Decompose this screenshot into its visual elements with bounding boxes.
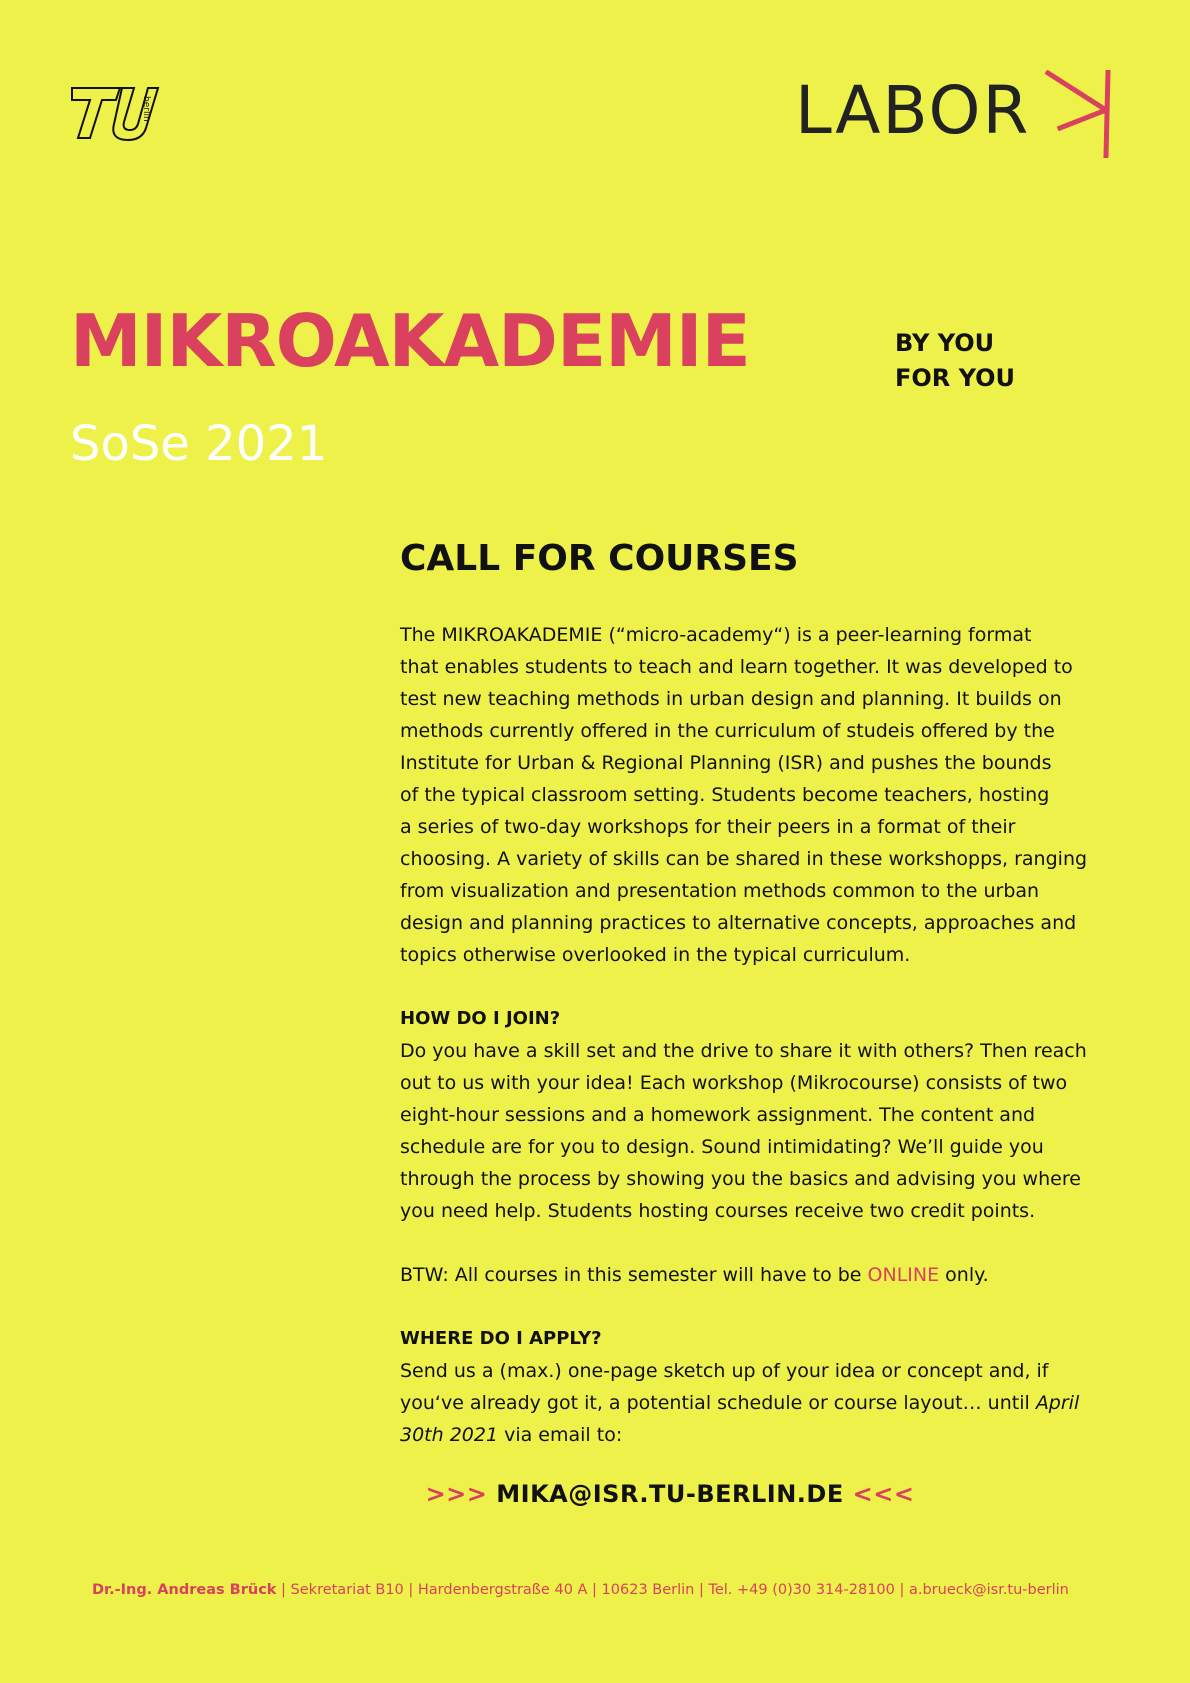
apply-line-3: via email to:	[498, 1424, 623, 1446]
intro-line: The MIKROAKADEMIE (“micro-academy“) is a peer-learning format	[400, 624, 1032, 646]
footer-details: | Sekretariat B10 | Hardenbergstraße 40 A | 10623 Berlin | Tel. +49 (0)30 314-28100 | a.brueck@isr.tu-berlin	[276, 1582, 1069, 1598]
labor-k-logo	[795, 70, 1125, 160]
footer-contact	[92, 1582, 1132, 1598]
section-heading: CALL FOR COURSES	[400, 538, 799, 579]
intro-line: of the typical classroom setting. Students become teachers, hosting	[400, 784, 1050, 806]
join-line: Do you have a skill set and the drive to share it with others? Then reach	[400, 1040, 1087, 1062]
online-note-before: BTW: All courses in this semester will have to be	[400, 1264, 868, 1286]
labor-logo-text: LABOR	[795, 72, 1031, 149]
apply-heading: WHERE DO I APPLY?	[400, 1328, 602, 1349]
intro-line: a series of two-day workshops for their peers in a format of their	[400, 816, 1016, 838]
deadline-date: 30th 2021	[400, 1424, 499, 1446]
intro-paragraph	[400, 619, 1110, 971]
apply-line-1: Send us a (max.) one-page sketch up of your idea or concept and, if	[400, 1360, 1049, 1382]
contact-email-link[interactable]: MIKA@ISR.TU-BERLIN.DE	[496, 1480, 844, 1508]
intro-line: Institute for Urban & Regional Planning (ISR) and pushes the bounds	[400, 752, 1052, 774]
tu-berlin-logo-text: berlin	[141, 96, 151, 122]
intro-line: methods currently offered in the curriculum of studeis offered by the	[400, 720, 1055, 742]
intro-line: that enables students to teach and learn together. It was developed to	[400, 656, 1073, 678]
labor-k-mark-icon	[1038, 70, 1118, 158]
join-line: eight-hour sessions and a homework assignment. The content and	[400, 1104, 1036, 1126]
semester-label: SoSe 2021	[70, 416, 328, 472]
apply-line-2: you‘ve already got it, a potential schedule or course layout… until	[400, 1392, 1036, 1414]
arrows-left: >>>	[425, 1480, 488, 1508]
intro-line: design and planning practices to alternative concepts, approaches and	[400, 912, 1077, 934]
intro-line: test new teaching methods in urban design and planning. It builds on	[400, 688, 1062, 710]
online-note-after: only.	[939, 1264, 989, 1286]
tagline-line-2: FOR YOU	[895, 364, 1016, 392]
join-line: out to us with your idea! Each workshop (Mikrocourse) consists of two	[400, 1072, 1068, 1094]
tagline	[895, 326, 1015, 396]
intro-line: from visualization and presentation methods common to the urban	[400, 880, 1040, 902]
contact-email-line	[0, 1480, 1190, 1508]
online-note	[400, 1259, 1110, 1291]
deadline-month: April	[1035, 1392, 1080, 1414]
join-paragraph	[400, 1035, 1110, 1227]
tagline-line-1: BY YOU	[895, 329, 995, 357]
join-heading: HOW DO I JOIN?	[400, 1008, 561, 1029]
page-title: MIKROAKADEMIE	[70, 299, 750, 383]
intro-line: choosing. A variety of skills can be shared in these workshopps, ranging	[400, 848, 1088, 870]
arrows-right: <<<	[852, 1480, 915, 1508]
intro-line: topics otherwise overlooked in the typical curriculum.	[400, 944, 911, 966]
apply-paragraph	[400, 1355, 1110, 1451]
main-content	[400, 537, 1110, 1451]
join-line: you need help. Students hosting courses receive two credit points.	[400, 1200, 1036, 1222]
tu-berlin-logo-icon	[70, 82, 160, 144]
join-line: through the process by showing you the basics and advising you where	[400, 1168, 1081, 1190]
footer-name: Dr.-Ing. Andreas Brück	[92, 1582, 277, 1598]
join-line: schedule are for you to design. Sound intimidating? We’ll guide you	[400, 1136, 1044, 1158]
online-highlight: ONLINE	[867, 1264, 940, 1286]
